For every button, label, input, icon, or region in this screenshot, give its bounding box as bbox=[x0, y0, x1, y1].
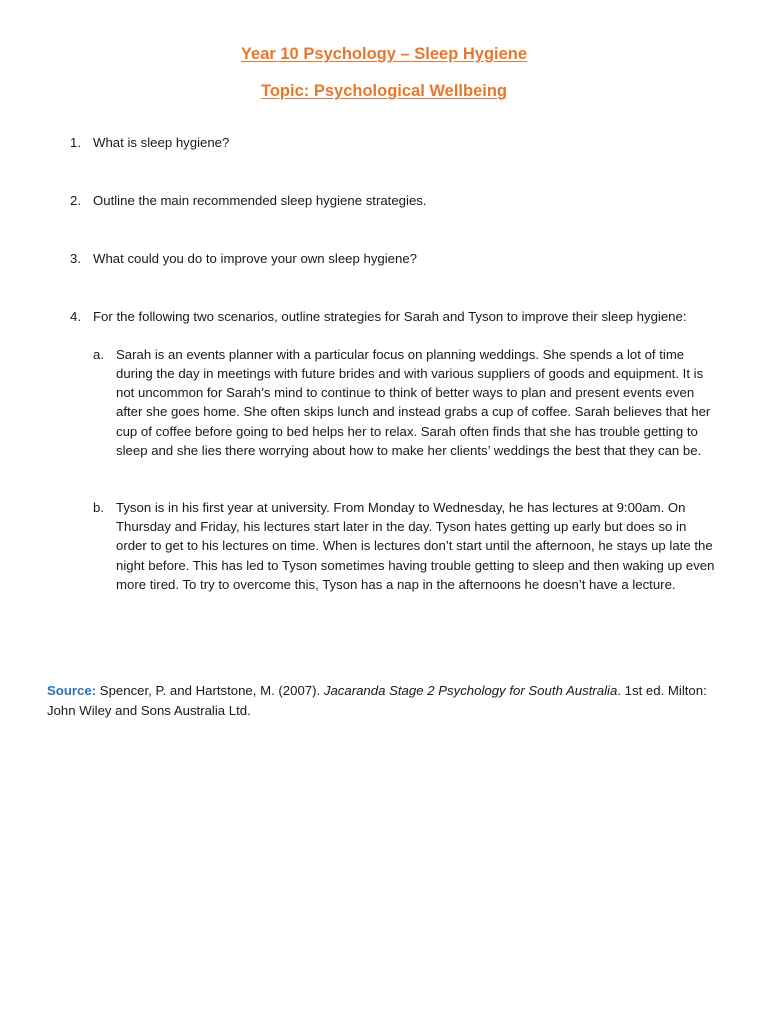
source-authors: Spencer, P. and Hartstone, M. (2007). bbox=[96, 683, 324, 698]
source-label: Source: bbox=[47, 683, 97, 698]
scenario-letter: a. bbox=[93, 346, 104, 362]
source-book-title: Jacaranda Stage 2 Psychology for South Australia bbox=[323, 683, 618, 698]
document-topic: Topic: Psychological Wellbeing bbox=[260, 82, 507, 100]
source-publication: . 1st ed. Milton: John Wiley and Sons Australia Ltd. bbox=[47, 683, 707, 718]
question-text: What could you do to improve your own sleep hygiene? bbox=[93, 251, 418, 267]
question-number: 3. bbox=[70, 251, 81, 267]
scenario-letter: b. bbox=[93, 500, 104, 516]
question-3 bbox=[70, 249, 720, 268]
question-4 bbox=[70, 307, 720, 594]
document-title: Year 10 Psychology – Sleep Hygiene bbox=[240, 45, 528, 63]
question-number: 4. bbox=[70, 308, 81, 324]
question-1 bbox=[70, 133, 720, 152]
scenario-list bbox=[93, 345, 720, 594]
question-list bbox=[70, 133, 720, 594]
question-number: 2. bbox=[70, 193, 81, 209]
question-number: 1. bbox=[70, 135, 81, 150]
scenario-text: Sarah is an events planner with a particular focus on planning weddings. She spends a lot of time during the day in meetings with future brides and with various suppliers of goods and equipment. It is not uncommon for Sarah’s mind to continue to think of better ways to plan and present events even after she goes home. She often skips lunch and instead grabs a cup of coffee. Sarah believes that her cup of coffee before going to bed helps her to relax. Sarah often finds that she has trouble getting to sleep and she lies there worrying about how to make her clients’ weddings the best that they can be. bbox=[116, 346, 711, 458]
question-text: What is sleep hygiene? bbox=[93, 135, 230, 150]
source-citation bbox=[47, 681, 727, 721]
scenario-text: Tyson is in his first year at university. From Monday to Wednesday, he has lectures at 9:00am. On Thursday and Friday, his lectures start later in the day. Tyson hates getting up early but does so in order to get to his lectures on time. When is lectures don’t start until the afternoon, he stays up late the night before. This has led to Tyson sometimes having trouble getting to sleep and then waking up even more tired. To try to overcome this, Tyson has a nap in the afternoons he doesn’t have a lecture. bbox=[116, 500, 715, 592]
scenario-tyson bbox=[93, 498, 720, 594]
question-text: For the following two scenarios, outline strategies for Sarah and Tyson to improve their sleep hygiene: bbox=[93, 308, 687, 324]
question-text: Outline the main recommended sleep hygiene strategies. bbox=[93, 193, 427, 209]
scenario-sarah bbox=[93, 345, 720, 460]
question-2 bbox=[70, 191, 720, 210]
